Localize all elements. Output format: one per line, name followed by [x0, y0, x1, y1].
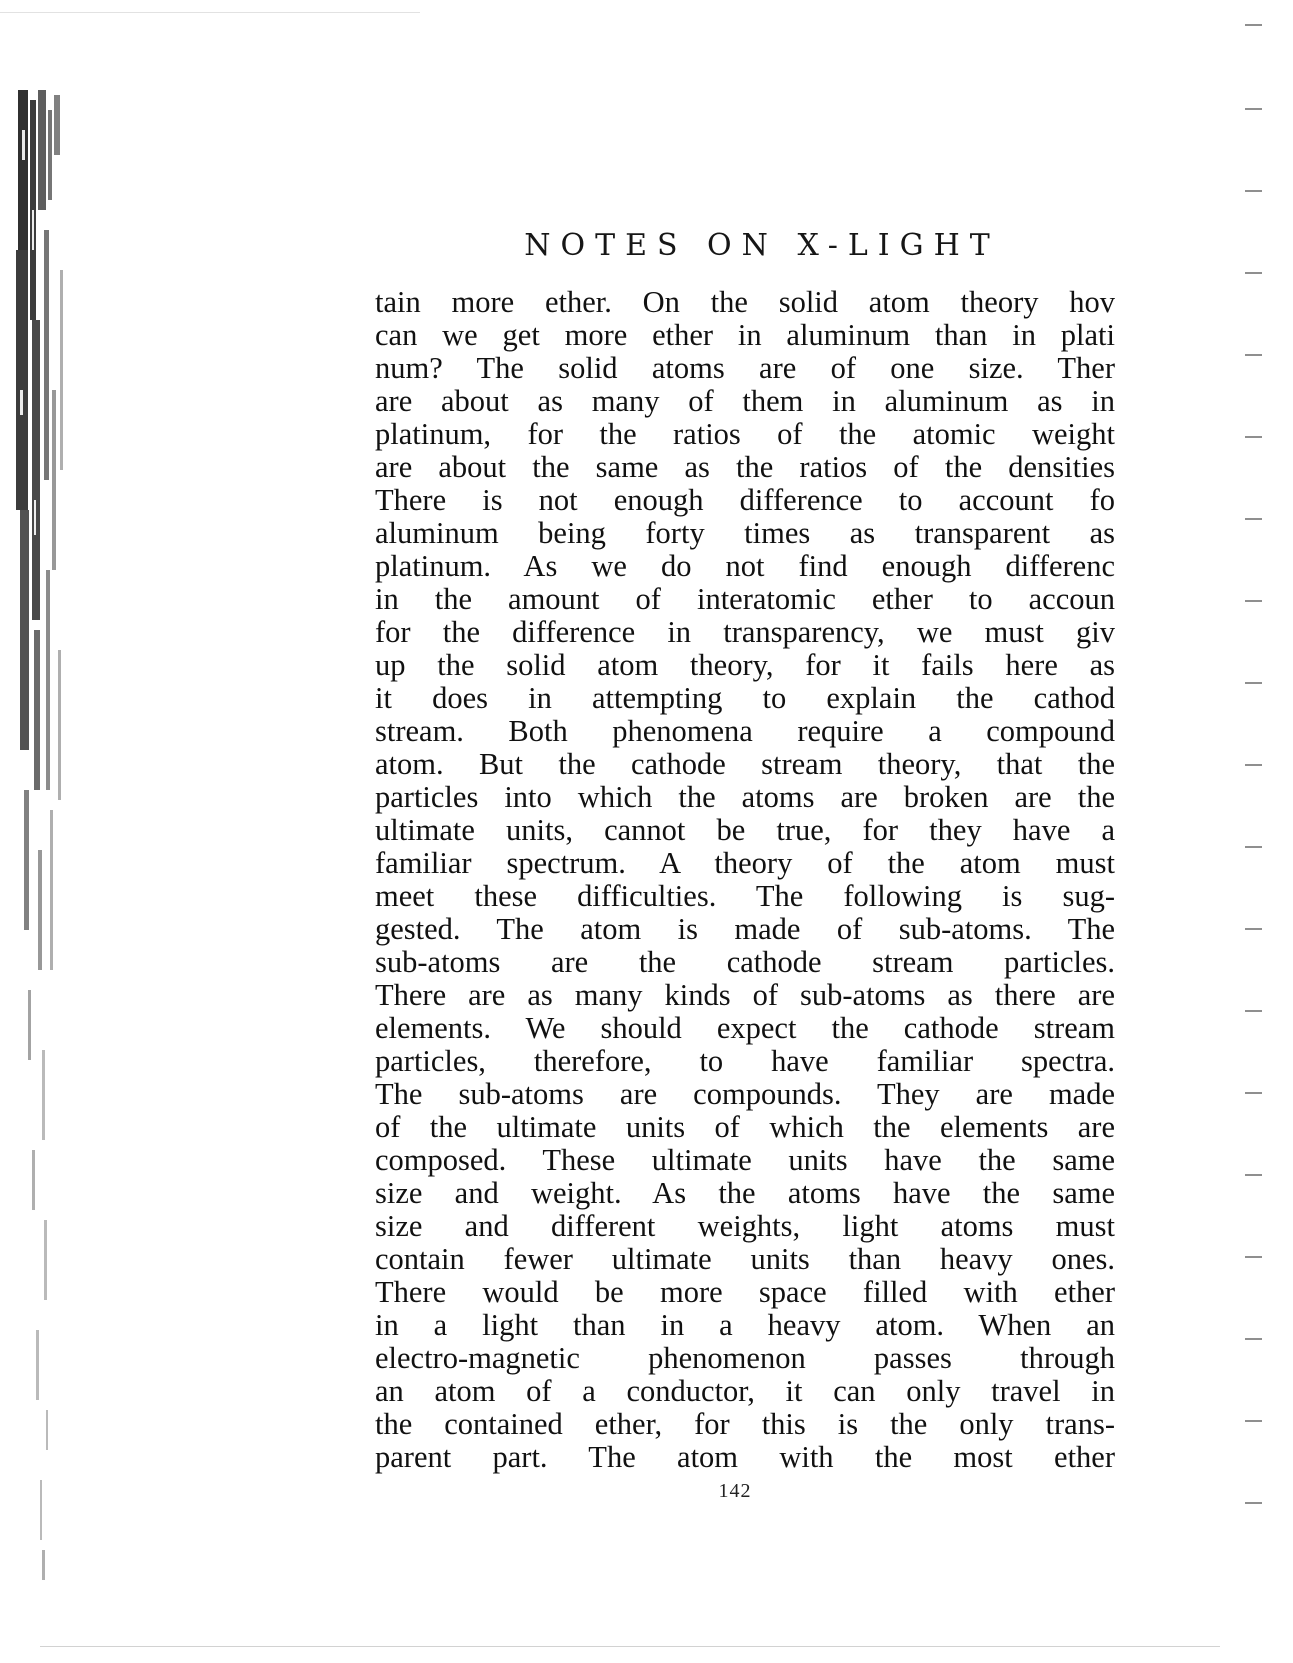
text-line: in the amount of interatomic ether to accoun — [375, 583, 1115, 616]
text-line: up the solid atom theory, for it fails here as — [375, 649, 1115, 682]
text-line: size and weight. As the atoms have the same — [375, 1177, 1115, 1210]
text-line: platinum, for the ratios of the atomic weight — [375, 418, 1115, 451]
text-line: There are as many kinds of sub-atoms as there are — [375, 979, 1115, 1012]
margin-tick — [1245, 764, 1262, 766]
text-line: for the difference in transparency, we must giv — [375, 616, 1115, 649]
text-line: There is not enough difference to account fo — [375, 484, 1115, 517]
margin-tick — [1245, 1502, 1262, 1504]
margin-tick — [1245, 1256, 1262, 1258]
text-line: num? The solid atoms are of one size. Ther — [375, 352, 1115, 385]
margin-tick — [1245, 272, 1262, 274]
text-line: ultimate units, cannot be true, for they have a — [375, 814, 1115, 847]
margin-tick — [1245, 24, 1262, 26]
scan-bottom-edge — [40, 1646, 1220, 1647]
text-line: of the ultimate units of which the elements are — [375, 1111, 1115, 1144]
right-margin-ticks — [1245, 0, 1275, 1663]
text-line: particles, therefore, to have familiar spectra. — [375, 1045, 1115, 1078]
text-line: There would be more space filled with ether — [375, 1276, 1115, 1309]
text-line: size and different weights, light atoms must — [375, 1210, 1115, 1243]
text-line: electro-magnetic phenomenon passes through — [375, 1342, 1115, 1375]
text-line: are about as many of them in aluminum as in — [375, 385, 1115, 418]
margin-tick — [1245, 600, 1262, 602]
text-line: stream. Both phenomena require a compound — [375, 715, 1115, 748]
text-line: in a light than in a heavy atom. When an — [375, 1309, 1115, 1342]
margin-tick — [1245, 190, 1262, 192]
margin-tick — [1245, 1092, 1262, 1094]
margin-tick — [1245, 354, 1262, 356]
text-line: contain fewer ultimate units than heavy ones. — [375, 1243, 1115, 1276]
text-line: The sub-atoms are compounds. They are made — [375, 1078, 1115, 1111]
margin-tick — [1245, 846, 1262, 848]
margin-tick — [1245, 1338, 1262, 1340]
text-line: an atom of a conductor, it can only travel in — [375, 1375, 1115, 1408]
text-line: sub-atoms are the cathode stream particles. — [375, 946, 1115, 979]
text-line: aluminum being forty times as transparent as — [375, 517, 1115, 550]
scan-edge-line — [0, 12, 420, 13]
text-line: composed. These ultimate units have the same — [375, 1144, 1115, 1177]
body-text — [375, 286, 1115, 1474]
running-head: NOTES ON X-LIGHT — [524, 228, 1000, 263]
text-line: can we get more ether in aluminum than in plati — [375, 319, 1115, 352]
text-line: platinum. As we do not find enough differenc — [375, 550, 1115, 583]
text-line: elements. We should expect the cathode stream — [375, 1012, 1115, 1045]
text-line: meet these difficulties. The following is sug- — [375, 880, 1115, 913]
text-line: particles into which the atoms are broken are the — [375, 781, 1115, 814]
text-line: gested. The atom is made of sub-atoms. The — [375, 913, 1115, 946]
text-line: atom. But the cathode stream theory, that the — [375, 748, 1115, 781]
text-line: the contained ether, for this is the only trans- — [375, 1408, 1115, 1441]
text-line: it does in attempting to explain the cathod — [375, 682, 1115, 715]
text-line: are about the same as the ratios of the densities — [375, 451, 1115, 484]
margin-tick — [1245, 1420, 1262, 1422]
text-line: tain more ether. On the solid atom theory hov — [375, 286, 1115, 319]
text-line: familiar spectrum. A theory of the atom must — [375, 847, 1115, 880]
margin-tick — [1245, 436, 1262, 438]
margin-tick — [1245, 1174, 1262, 1176]
margin-tick — [1245, 1010, 1262, 1012]
margin-tick — [1245, 928, 1262, 930]
margin-tick — [1245, 108, 1262, 110]
binding-gutter — [14, 90, 78, 1590]
text-line: parent part. The atom with the most ether — [375, 1441, 1115, 1474]
page-number: 142 — [718, 1480, 752, 1502]
margin-tick — [1245, 518, 1262, 520]
margin-tick — [1245, 682, 1262, 684]
